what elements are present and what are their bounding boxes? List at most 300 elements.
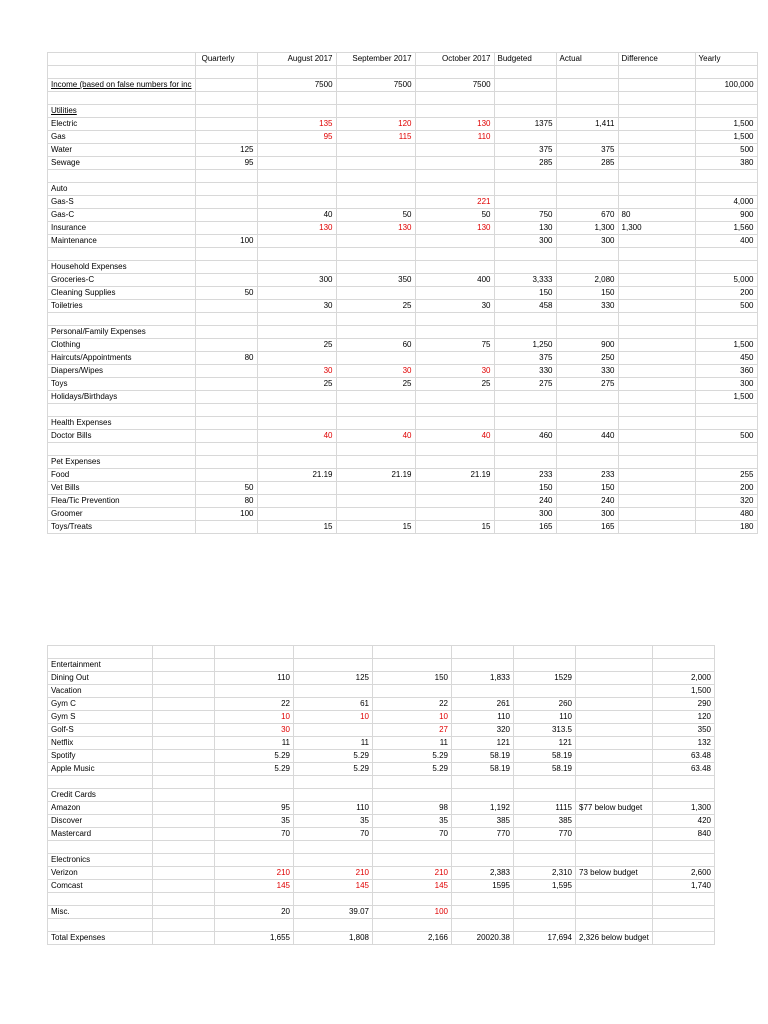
value-cell[interactable]: [653, 854, 715, 867]
value-cell[interactable]: [618, 443, 695, 456]
value-cell[interactable]: [452, 776, 514, 789]
value-cell[interactable]: [576, 880, 653, 893]
header-cell[interactable]: Quarterly: [195, 53, 257, 66]
value-cell[interactable]: [415, 144, 494, 157]
value-cell[interactable]: [336, 287, 415, 300]
value-cell[interactable]: 250: [556, 352, 618, 365]
value-cell[interactable]: 30: [257, 365, 336, 378]
value-cell[interactable]: [195, 274, 257, 287]
row-label-cell[interactable]: Food: [48, 469, 196, 482]
value-cell[interactable]: 80: [195, 352, 257, 365]
value-cell[interactable]: 330: [556, 300, 618, 313]
value-cell[interactable]: [653, 893, 715, 906]
value-cell[interactable]: [695, 417, 757, 430]
value-cell[interactable]: [514, 776, 576, 789]
value-cell[interactable]: [576, 789, 653, 802]
value-cell[interactable]: 22: [215, 698, 294, 711]
value-cell[interactable]: [494, 443, 556, 456]
value-cell[interactable]: [576, 711, 653, 724]
value-cell[interactable]: [195, 131, 257, 144]
value-cell[interactable]: 380: [695, 157, 757, 170]
value-cell[interactable]: [618, 131, 695, 144]
value-cell[interactable]: [415, 92, 494, 105]
row-label-cell[interactable]: Pet Expenses: [48, 456, 196, 469]
value-cell[interactable]: [576, 646, 653, 659]
value-cell[interactable]: 1,500: [695, 131, 757, 144]
value-cell[interactable]: 458: [494, 300, 556, 313]
value-cell[interactable]: [618, 430, 695, 443]
value-cell[interactable]: [336, 235, 415, 248]
value-cell[interactable]: [618, 326, 695, 339]
row-label-cell[interactable]: Electric: [48, 118, 196, 131]
value-cell[interactable]: 285: [556, 157, 618, 170]
value-cell[interactable]: [695, 170, 757, 183]
value-cell[interactable]: 50: [336, 209, 415, 222]
value-cell[interactable]: [336, 456, 415, 469]
value-cell[interactable]: [153, 763, 215, 776]
value-cell[interactable]: [215, 919, 294, 932]
value-cell[interactable]: [373, 646, 452, 659]
value-cell[interactable]: [336, 157, 415, 170]
value-cell[interactable]: [494, 183, 556, 196]
value-cell[interactable]: [373, 685, 452, 698]
value-cell[interactable]: [195, 66, 257, 79]
value-cell[interactable]: [452, 893, 514, 906]
value-cell[interactable]: 7500: [415, 79, 494, 92]
value-cell[interactable]: [373, 659, 452, 672]
value-cell[interactable]: 240: [556, 495, 618, 508]
value-cell[interactable]: 285: [494, 157, 556, 170]
value-cell[interactable]: [695, 313, 757, 326]
value-cell[interactable]: 121: [514, 737, 576, 750]
value-cell[interactable]: 5.29: [373, 763, 452, 776]
value-cell[interactable]: 900: [695, 209, 757, 222]
value-cell[interactable]: 221: [415, 196, 494, 209]
value-cell[interactable]: [153, 711, 215, 724]
value-cell[interactable]: [556, 170, 618, 183]
row-label-cell[interactable]: Gas: [48, 131, 196, 144]
value-cell[interactable]: [618, 183, 695, 196]
value-cell[interactable]: [494, 92, 556, 105]
value-cell[interactable]: [514, 789, 576, 802]
value-cell[interactable]: 385: [452, 815, 514, 828]
value-cell[interactable]: [257, 456, 336, 469]
value-cell[interactable]: 320: [452, 724, 514, 737]
value-cell[interactable]: [695, 105, 757, 118]
value-cell[interactable]: [576, 841, 653, 854]
value-cell[interactable]: [514, 854, 576, 867]
value-cell[interactable]: [618, 417, 695, 430]
value-cell[interactable]: [195, 183, 257, 196]
value-cell[interactable]: 1,595: [514, 880, 576, 893]
value-cell[interactable]: 130: [415, 222, 494, 235]
value-cell[interactable]: [618, 495, 695, 508]
value-cell[interactable]: 25: [336, 300, 415, 313]
value-cell[interactable]: 200: [695, 287, 757, 300]
value-cell[interactable]: 2,326 below budget: [576, 932, 653, 945]
value-cell[interactable]: 58.19: [452, 763, 514, 776]
value-cell[interactable]: [415, 261, 494, 274]
value-cell[interactable]: 125: [294, 672, 373, 685]
row-label-cell[interactable]: Insurance: [48, 222, 196, 235]
value-cell[interactable]: [215, 841, 294, 854]
value-cell[interactable]: 22: [373, 698, 452, 711]
row-label-cell[interactable]: Groomer: [48, 508, 196, 521]
value-cell[interactable]: [576, 815, 653, 828]
value-cell[interactable]: [195, 404, 257, 417]
value-cell[interactable]: [153, 802, 215, 815]
value-cell[interactable]: [514, 893, 576, 906]
value-cell[interactable]: 750: [494, 209, 556, 222]
value-cell[interactable]: 7500: [257, 79, 336, 92]
value-cell[interactable]: [415, 443, 494, 456]
row-label-cell[interactable]: Vet Bills: [48, 482, 196, 495]
value-cell[interactable]: [257, 417, 336, 430]
value-cell[interactable]: [415, 105, 494, 118]
value-cell[interactable]: 500: [695, 300, 757, 313]
value-cell[interactable]: [257, 326, 336, 339]
value-cell[interactable]: [153, 919, 215, 932]
value-cell[interactable]: [452, 854, 514, 867]
row-label-cell[interactable]: Gas-C: [48, 209, 196, 222]
value-cell[interactable]: 145: [373, 880, 452, 893]
value-cell[interactable]: 150: [494, 287, 556, 300]
value-cell[interactable]: 1595: [452, 880, 514, 893]
value-cell[interactable]: [618, 391, 695, 404]
row-label-cell[interactable]: Sewage: [48, 157, 196, 170]
value-cell[interactable]: [415, 404, 494, 417]
value-cell[interactable]: [556, 313, 618, 326]
value-cell[interactable]: 39.07: [294, 906, 373, 919]
value-cell[interactable]: [576, 854, 653, 867]
value-cell[interactable]: 61: [294, 698, 373, 711]
value-cell[interactable]: 290: [653, 698, 715, 711]
value-cell[interactable]: 2,383: [452, 867, 514, 880]
value-cell[interactable]: [153, 776, 215, 789]
value-cell[interactable]: [195, 521, 257, 534]
value-cell[interactable]: [415, 508, 494, 521]
value-cell[interactable]: [153, 893, 215, 906]
value-cell[interactable]: [415, 326, 494, 339]
row-label-cell[interactable]: Spotify: [48, 750, 153, 763]
value-cell[interactable]: 15: [415, 521, 494, 534]
value-cell[interactable]: 25: [415, 378, 494, 391]
value-cell[interactable]: [695, 183, 757, 196]
value-cell[interactable]: 95: [257, 131, 336, 144]
value-cell[interactable]: [336, 482, 415, 495]
row-label-cell[interactable]: [48, 404, 196, 417]
value-cell[interactable]: 1375: [494, 118, 556, 131]
row-label-cell[interactable]: Toys: [48, 378, 196, 391]
value-cell[interactable]: [494, 66, 556, 79]
value-cell[interactable]: [373, 919, 452, 932]
row-label-cell[interactable]: Cleaning Supplies: [48, 287, 196, 300]
value-cell[interactable]: 2,000: [653, 672, 715, 685]
value-cell[interactable]: 58.19: [514, 750, 576, 763]
value-cell[interactable]: [556, 443, 618, 456]
value-cell[interactable]: [494, 417, 556, 430]
row-label-cell[interactable]: Toiletries: [48, 300, 196, 313]
value-cell[interactable]: 30: [215, 724, 294, 737]
value-cell[interactable]: 58.19: [514, 763, 576, 776]
value-cell[interactable]: 5,000: [695, 274, 757, 287]
value-cell[interactable]: [653, 776, 715, 789]
value-cell[interactable]: [556, 92, 618, 105]
value-cell[interactable]: [415, 157, 494, 170]
value-cell[interactable]: 420: [653, 815, 715, 828]
value-cell[interactable]: [415, 66, 494, 79]
row-label-cell[interactable]: [48, 893, 153, 906]
value-cell[interactable]: [195, 339, 257, 352]
value-cell[interactable]: [452, 685, 514, 698]
value-cell[interactable]: 11: [373, 737, 452, 750]
value-cell[interactable]: [452, 646, 514, 659]
value-cell[interactable]: 1115: [514, 802, 576, 815]
header-cell[interactable]: Actual: [556, 53, 618, 66]
value-cell[interactable]: [415, 417, 494, 430]
value-cell[interactable]: [195, 79, 257, 92]
value-cell[interactable]: [556, 456, 618, 469]
value-cell[interactable]: [556, 196, 618, 209]
value-cell[interactable]: [415, 170, 494, 183]
value-cell[interactable]: [618, 313, 695, 326]
value-cell[interactable]: 10: [373, 711, 452, 724]
row-label-cell[interactable]: Flea/Tic Prevention: [48, 495, 196, 508]
value-cell[interactable]: [257, 391, 336, 404]
row-label-cell[interactable]: Diapers/Wipes: [48, 365, 196, 378]
value-cell[interactable]: 210: [215, 867, 294, 880]
value-cell[interactable]: [618, 300, 695, 313]
value-cell[interactable]: 375: [556, 144, 618, 157]
header-cell[interactable]: Difference: [618, 53, 695, 66]
value-cell[interactable]: 50: [415, 209, 494, 222]
value-cell[interactable]: [618, 92, 695, 105]
value-cell[interactable]: 30: [415, 365, 494, 378]
value-cell[interactable]: 110: [215, 672, 294, 685]
value-cell[interactable]: [336, 404, 415, 417]
value-cell[interactable]: 770: [514, 828, 576, 841]
value-cell[interactable]: [257, 105, 336, 118]
row-label-cell[interactable]: Personal/Family Expenses: [48, 326, 196, 339]
value-cell[interactable]: 210: [294, 867, 373, 880]
value-cell[interactable]: 130: [257, 222, 336, 235]
value-cell[interactable]: $77 below budget: [576, 802, 653, 815]
value-cell[interactable]: 58.19: [452, 750, 514, 763]
value-cell[interactable]: [195, 469, 257, 482]
value-cell[interactable]: [576, 750, 653, 763]
value-cell[interactable]: [257, 313, 336, 326]
value-cell[interactable]: [514, 841, 576, 854]
value-cell[interactable]: 130: [494, 222, 556, 235]
value-cell[interactable]: 95: [215, 802, 294, 815]
value-cell[interactable]: [494, 196, 556, 209]
value-cell[interactable]: [294, 659, 373, 672]
value-cell[interactable]: [494, 261, 556, 274]
value-cell[interactable]: 132: [653, 737, 715, 750]
value-cell[interactable]: [494, 248, 556, 261]
value-cell[interactable]: 63.48: [653, 763, 715, 776]
row-label-cell[interactable]: Health Expenses: [48, 417, 196, 430]
value-cell[interactable]: [215, 893, 294, 906]
value-cell[interactable]: [257, 287, 336, 300]
value-cell[interactable]: 15: [336, 521, 415, 534]
value-cell[interactable]: 17,694: [514, 932, 576, 945]
value-cell[interactable]: [556, 131, 618, 144]
value-cell[interactable]: 480: [695, 508, 757, 521]
value-cell[interactable]: [556, 248, 618, 261]
value-cell[interactable]: 25: [257, 339, 336, 352]
row-label-cell[interactable]: [48, 919, 153, 932]
value-cell[interactable]: [514, 685, 576, 698]
value-cell[interactable]: 1,833: [452, 672, 514, 685]
value-cell[interactable]: 300: [556, 235, 618, 248]
value-cell[interactable]: 120: [336, 118, 415, 131]
value-cell[interactable]: [336, 352, 415, 365]
value-cell[interactable]: [618, 274, 695, 287]
value-cell[interactable]: [618, 352, 695, 365]
value-cell[interactable]: [195, 105, 257, 118]
value-cell[interactable]: 100: [195, 235, 257, 248]
value-cell[interactable]: [257, 66, 336, 79]
value-cell[interactable]: [336, 183, 415, 196]
value-cell[interactable]: [494, 131, 556, 144]
value-cell[interactable]: [195, 118, 257, 131]
value-cell[interactable]: [618, 365, 695, 378]
row-label-cell[interactable]: [48, 313, 196, 326]
value-cell[interactable]: [415, 495, 494, 508]
value-cell[interactable]: 1,740: [653, 880, 715, 893]
value-cell[interactable]: 100: [373, 906, 452, 919]
value-cell[interactable]: 145: [215, 880, 294, 893]
value-cell[interactable]: [695, 92, 757, 105]
value-cell[interactable]: 440: [556, 430, 618, 443]
value-cell[interactable]: 10: [294, 711, 373, 724]
value-cell[interactable]: 40: [336, 430, 415, 443]
value-cell[interactable]: 300: [556, 508, 618, 521]
value-cell[interactable]: 115: [336, 131, 415, 144]
value-cell[interactable]: [294, 724, 373, 737]
value-cell[interactable]: [153, 646, 215, 659]
value-cell[interactable]: [195, 170, 257, 183]
value-cell[interactable]: 40: [415, 430, 494, 443]
value-cell[interactable]: [336, 105, 415, 118]
value-cell[interactable]: 5.29: [294, 750, 373, 763]
value-cell[interactable]: [336, 248, 415, 261]
header-cell[interactable]: September 2017: [336, 53, 415, 66]
value-cell[interactable]: 500: [695, 144, 757, 157]
value-cell[interactable]: [653, 841, 715, 854]
value-cell[interactable]: [576, 763, 653, 776]
value-cell[interactable]: [618, 287, 695, 300]
row-label-cell[interactable]: Holidays/Birthdays: [48, 391, 196, 404]
value-cell[interactable]: 1,808: [294, 932, 373, 945]
value-cell[interactable]: 1529: [514, 672, 576, 685]
value-cell[interactable]: [618, 261, 695, 274]
value-cell[interactable]: [153, 698, 215, 711]
value-cell[interactable]: 21.19: [336, 469, 415, 482]
value-cell[interactable]: [215, 685, 294, 698]
value-cell[interactable]: [576, 672, 653, 685]
value-cell[interactable]: 110: [294, 802, 373, 815]
header-cell[interactable]: Budgeted: [494, 53, 556, 66]
value-cell[interactable]: [415, 391, 494, 404]
value-cell[interactable]: 320: [695, 495, 757, 508]
value-cell[interactable]: [618, 118, 695, 131]
value-cell[interactable]: [336, 495, 415, 508]
value-cell[interactable]: [336, 443, 415, 456]
value-cell[interactable]: [514, 646, 576, 659]
value-cell[interactable]: 110: [415, 131, 494, 144]
value-cell[interactable]: 770: [452, 828, 514, 841]
value-cell[interactable]: [618, 157, 695, 170]
value-cell[interactable]: 165: [556, 521, 618, 534]
row-label-cell[interactable]: Toys/Treats: [48, 521, 196, 534]
value-cell[interactable]: 80: [195, 495, 257, 508]
value-cell[interactable]: 1,411: [556, 118, 618, 131]
value-cell[interactable]: [695, 404, 757, 417]
value-cell[interactable]: 30: [257, 300, 336, 313]
value-cell[interactable]: [294, 685, 373, 698]
value-cell[interactable]: 500: [695, 430, 757, 443]
value-cell[interactable]: [257, 235, 336, 248]
value-cell[interactable]: 1,192: [452, 802, 514, 815]
value-cell[interactable]: [415, 183, 494, 196]
value-cell[interactable]: [695, 326, 757, 339]
value-cell[interactable]: [618, 456, 695, 469]
value-cell[interactable]: 275: [494, 378, 556, 391]
value-cell[interactable]: 4,000: [695, 196, 757, 209]
value-cell[interactable]: [336, 313, 415, 326]
value-cell[interactable]: [618, 378, 695, 391]
value-cell[interactable]: 25: [336, 378, 415, 391]
value-cell[interactable]: [618, 196, 695, 209]
value-cell[interactable]: [195, 313, 257, 326]
value-cell[interactable]: 121: [452, 737, 514, 750]
value-cell[interactable]: 330: [494, 365, 556, 378]
value-cell[interactable]: [153, 932, 215, 945]
value-cell[interactable]: 100: [195, 508, 257, 521]
value-cell[interactable]: [494, 456, 556, 469]
value-cell[interactable]: 15: [257, 521, 336, 534]
value-cell[interactable]: 35: [215, 815, 294, 828]
value-cell[interactable]: [153, 841, 215, 854]
value-cell[interactable]: [576, 659, 653, 672]
value-cell[interactable]: 1,560: [695, 222, 757, 235]
value-cell[interactable]: 120: [653, 711, 715, 724]
value-cell[interactable]: [514, 906, 576, 919]
value-cell[interactable]: [618, 339, 695, 352]
value-cell[interactable]: [195, 209, 257, 222]
value-cell[interactable]: [336, 66, 415, 79]
value-cell[interactable]: 400: [695, 235, 757, 248]
value-cell[interactable]: [336, 170, 415, 183]
row-label-cell[interactable]: Auto: [48, 183, 196, 196]
value-cell[interactable]: [257, 508, 336, 521]
row-label-cell[interactable]: Netflix: [48, 737, 153, 750]
value-cell[interactable]: [195, 456, 257, 469]
value-cell[interactable]: 100,000: [695, 79, 757, 92]
value-cell[interactable]: 300: [257, 274, 336, 287]
value-cell[interactable]: [153, 906, 215, 919]
value-cell[interactable]: 261: [452, 698, 514, 711]
value-cell[interactable]: [452, 841, 514, 854]
value-cell[interactable]: 63.48: [653, 750, 715, 763]
value-cell[interactable]: [556, 404, 618, 417]
value-cell[interactable]: 30: [415, 300, 494, 313]
value-cell[interactable]: 5.29: [215, 763, 294, 776]
value-cell[interactable]: [618, 521, 695, 534]
value-cell[interactable]: 1,300: [556, 222, 618, 235]
